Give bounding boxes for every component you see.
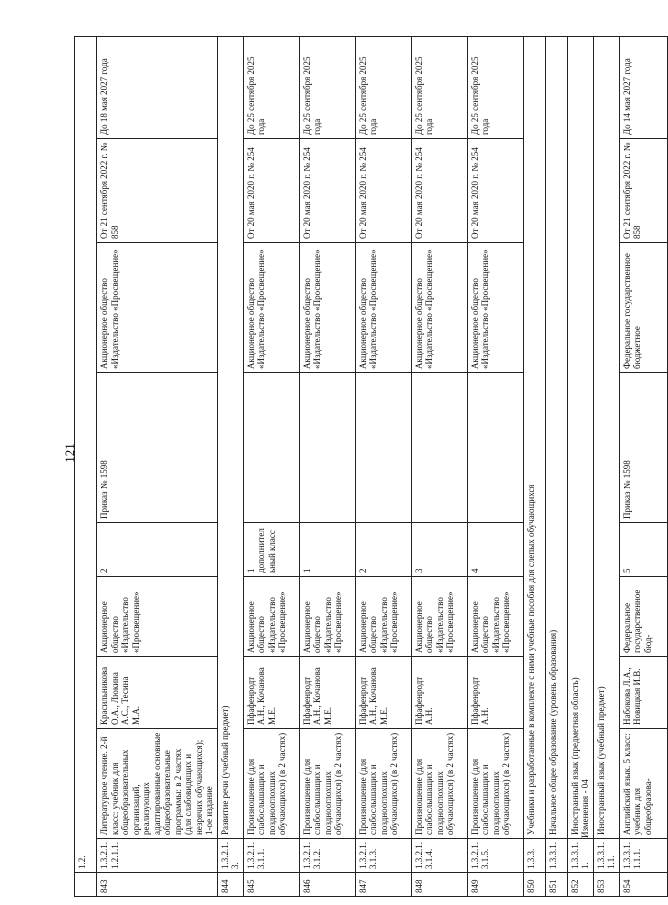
order-reference bbox=[355, 373, 411, 523]
row-number: 851 bbox=[545, 873, 567, 897]
textbook-grade: 3 bbox=[411, 523, 467, 577]
valid-until: До 25 сентября 2025 года bbox=[299, 36, 355, 138]
textbook-grade: 1 дополнительный класс bbox=[243, 523, 299, 577]
order-reference bbox=[467, 373, 523, 523]
table-row bbox=[97, 36, 218, 896]
row-number: 848 bbox=[411, 873, 467, 897]
row-number: 852 bbox=[567, 873, 593, 897]
textbook-grade: 1 bbox=[299, 523, 355, 577]
valid-from: От 20 мая 2020 г. № 254 bbox=[467, 139, 523, 243]
valid-from: От 20 мая 2020 г. № 254 bbox=[243, 139, 299, 243]
row-number: 847 bbox=[355, 873, 411, 897]
valid-until: До 14 мая 2027 года bbox=[619, 36, 667, 138]
valid-from: От 20 мая 2020 г. № 254 bbox=[355, 139, 411, 243]
organization: Акционерное общество «Издательство «Просвещение» bbox=[467, 243, 523, 373]
organization: Акционерное общество «Издательство «Просвещение» bbox=[299, 243, 355, 373]
valid-from: От 21 сентября 2022 г. № 858 bbox=[619, 139, 667, 243]
row-code: 1.3.3.1. bbox=[545, 839, 567, 873]
textbook-title: Произношение (для слабослышащих и позднооглохших обучающихся) (в 2 частях) bbox=[243, 729, 299, 839]
textbook-authors: Пфафенродт А.Н. bbox=[467, 657, 523, 729]
valid-until: До 25 сентября 2025 года bbox=[467, 36, 523, 138]
valid-until: До 25 сентября 2025 года bbox=[411, 36, 467, 138]
organization: Акционерное общество «Издательство «Просвещение» bbox=[355, 243, 411, 373]
row-code: 1.3.3.1.1. bbox=[567, 839, 593, 873]
row-code: 1.3.2.1.3.1.2. bbox=[299, 839, 355, 873]
row-number: 844 bbox=[217, 873, 243, 897]
table-row bbox=[411, 36, 467, 896]
textbook-grade: 4 bbox=[467, 523, 523, 577]
table-row bbox=[355, 36, 411, 896]
table-row bbox=[523, 36, 545, 896]
textbook-authors: Набокова Л.А., Новицкая И.В. bbox=[619, 657, 667, 729]
textbook-publisher: Акционерное общество «Издательство «Просвещение» bbox=[467, 577, 523, 657]
section-title: Иностранный язык (учебный предмет) bbox=[593, 36, 619, 838]
row-number: 849 bbox=[467, 873, 523, 897]
footer-note: Изменения - 04 bbox=[580, 779, 590, 838]
textbook-table bbox=[74, 36, 668, 897]
order-reference bbox=[243, 373, 299, 523]
textbook-publisher: Акционерное общество «Издательство «Просвещение» bbox=[299, 577, 355, 657]
textbook-title: Литературное чтение. 2-й класс: учебник для общеобразовательных организаций, реализующих адаптированные основные общеобразовательные программы: в 2 частях (для слабовидящих и незрячих обучающихся); 1-ое издание bbox=[97, 729, 218, 839]
textbook-publisher: Федеральное государственное бюд- bbox=[619, 577, 667, 657]
order-reference: Приказ № 1598 bbox=[97, 373, 218, 523]
row-code: 1.3.2.1.3.1.4. bbox=[411, 839, 467, 873]
order-reference bbox=[299, 373, 355, 523]
table-row bbox=[217, 36, 243, 896]
order-reference bbox=[411, 373, 467, 523]
textbook-title: Английский язык. 5 класс: учебник для общеобразова- bbox=[619, 729, 667, 839]
organization: Акционерное общество «Издательство «Просвещение» bbox=[411, 243, 467, 373]
textbook-authors: Пфафенродт А.Н., Кочанова М.Е. bbox=[243, 657, 299, 729]
valid-until: До 25 сентября 2025 года bbox=[243, 36, 299, 138]
valid-until: До 25 сентября 2025 года bbox=[355, 36, 411, 138]
table-row bbox=[593, 36, 619, 896]
row-code: 1.3.2.1.3.1.1. bbox=[243, 839, 299, 873]
organization: Федеральное государственное бюджетное bbox=[619, 243, 667, 373]
textbook-authors: Красильникова О.А., Люкина А.С., Тесина М.А. bbox=[97, 657, 218, 729]
textbook-authors: Пфафенродт А.Н., Кочанова М.Е. bbox=[355, 657, 411, 729]
textbook-publisher: Акционерное общество «Издательство «Просвещение» bbox=[411, 577, 467, 657]
table-row bbox=[567, 36, 593, 896]
row-number: 846 bbox=[299, 873, 355, 897]
page-number: 121 bbox=[62, 443, 77, 463]
table-row bbox=[545, 36, 567, 896]
textbook-title: Произношение (для слабослышащих и позднооглохших обучающихся) (в 2 частях) bbox=[299, 729, 355, 839]
row-number bbox=[75, 873, 97, 897]
row-code: 1.3.3.1.1.1.1. bbox=[619, 839, 667, 873]
table-row bbox=[75, 36, 97, 896]
textbook-title: Произношение (для слабослышащих и позднооглохших обучающихся) (в 2 частях) bbox=[467, 729, 523, 839]
row-code: 1.3.2.1.3.1.3. bbox=[355, 839, 411, 873]
row-code: 1.3.3.1.1.1. bbox=[593, 839, 619, 873]
row-number: 845 bbox=[243, 873, 299, 897]
textbook-publisher: Акционерное общество «Издательство «Просвещение» bbox=[243, 577, 299, 657]
row-code: 1.3.3. bbox=[523, 839, 545, 873]
valid-until: До 18 мая 2027 года bbox=[97, 36, 218, 138]
table-row bbox=[619, 36, 667, 896]
valid-from: От 20 мая 2020 г. № 254 bbox=[411, 139, 467, 243]
textbook-publisher: Акционерное общество «Издательство «Просвещение» bbox=[97, 577, 218, 657]
row-number: 850 bbox=[523, 873, 545, 897]
table-row bbox=[243, 36, 299, 896]
row-code: 1.3.2.1.3. bbox=[217, 839, 243, 873]
textbook-title: Произношение (для слабослышащих и позднооглохших обучающихся) (в 2 частях) bbox=[411, 729, 467, 839]
textbook-authors: Пфафенродт А.Н. bbox=[411, 657, 467, 729]
valid-from: От 20 мая 2020 г. № 254 bbox=[299, 139, 355, 243]
organization: Акционерное общество «Издательство «Просвещение» bbox=[97, 243, 218, 373]
section-title: Развитие речи (учебный предмет) bbox=[217, 36, 243, 838]
section-title: Иностранный язык (предметная область) bbox=[567, 36, 593, 838]
table-row bbox=[467, 36, 523, 896]
organization: Акционерное общество «Издательство «Просвещение» bbox=[243, 243, 299, 373]
row-code: 1.3.2.1.1.2.1.1. bbox=[97, 839, 218, 873]
row-number: 854 bbox=[619, 873, 667, 897]
order-reference: Приказ № 1598 bbox=[619, 373, 667, 523]
textbook-grade: 2 bbox=[97, 523, 218, 577]
textbook-title: Произношение (для слабослышащих и позднооглохших обучающихся) (в 2 частях) bbox=[355, 729, 411, 839]
table-row bbox=[299, 36, 355, 896]
section-title: Учебники и разработанные в комплекте с ними учебные пособия для слепых обучающихся bbox=[523, 36, 545, 838]
textbook-grade: 2 bbox=[355, 523, 411, 577]
rotated-table-wrapper bbox=[74, 37, 653, 897]
textbook-grade: 5 bbox=[619, 523, 667, 577]
section-title: Начальное общее образование (уровень образования) bbox=[545, 36, 567, 838]
section-code: 1.2. bbox=[75, 36, 97, 872]
row-number: 853 bbox=[593, 873, 619, 897]
row-number: 843 bbox=[97, 873, 218, 897]
textbook-authors: Пфафенродт А.Н., Кочанова М.Е. bbox=[299, 657, 355, 729]
valid-from: От 21 сентября 2022 г. № 858 bbox=[97, 139, 218, 243]
table-body bbox=[75, 36, 668, 896]
textbook-publisher: Акционерное общество «Издательство «Просвещение» bbox=[355, 577, 411, 657]
row-code: 1.3.2.1.3.1.5. bbox=[467, 839, 523, 873]
